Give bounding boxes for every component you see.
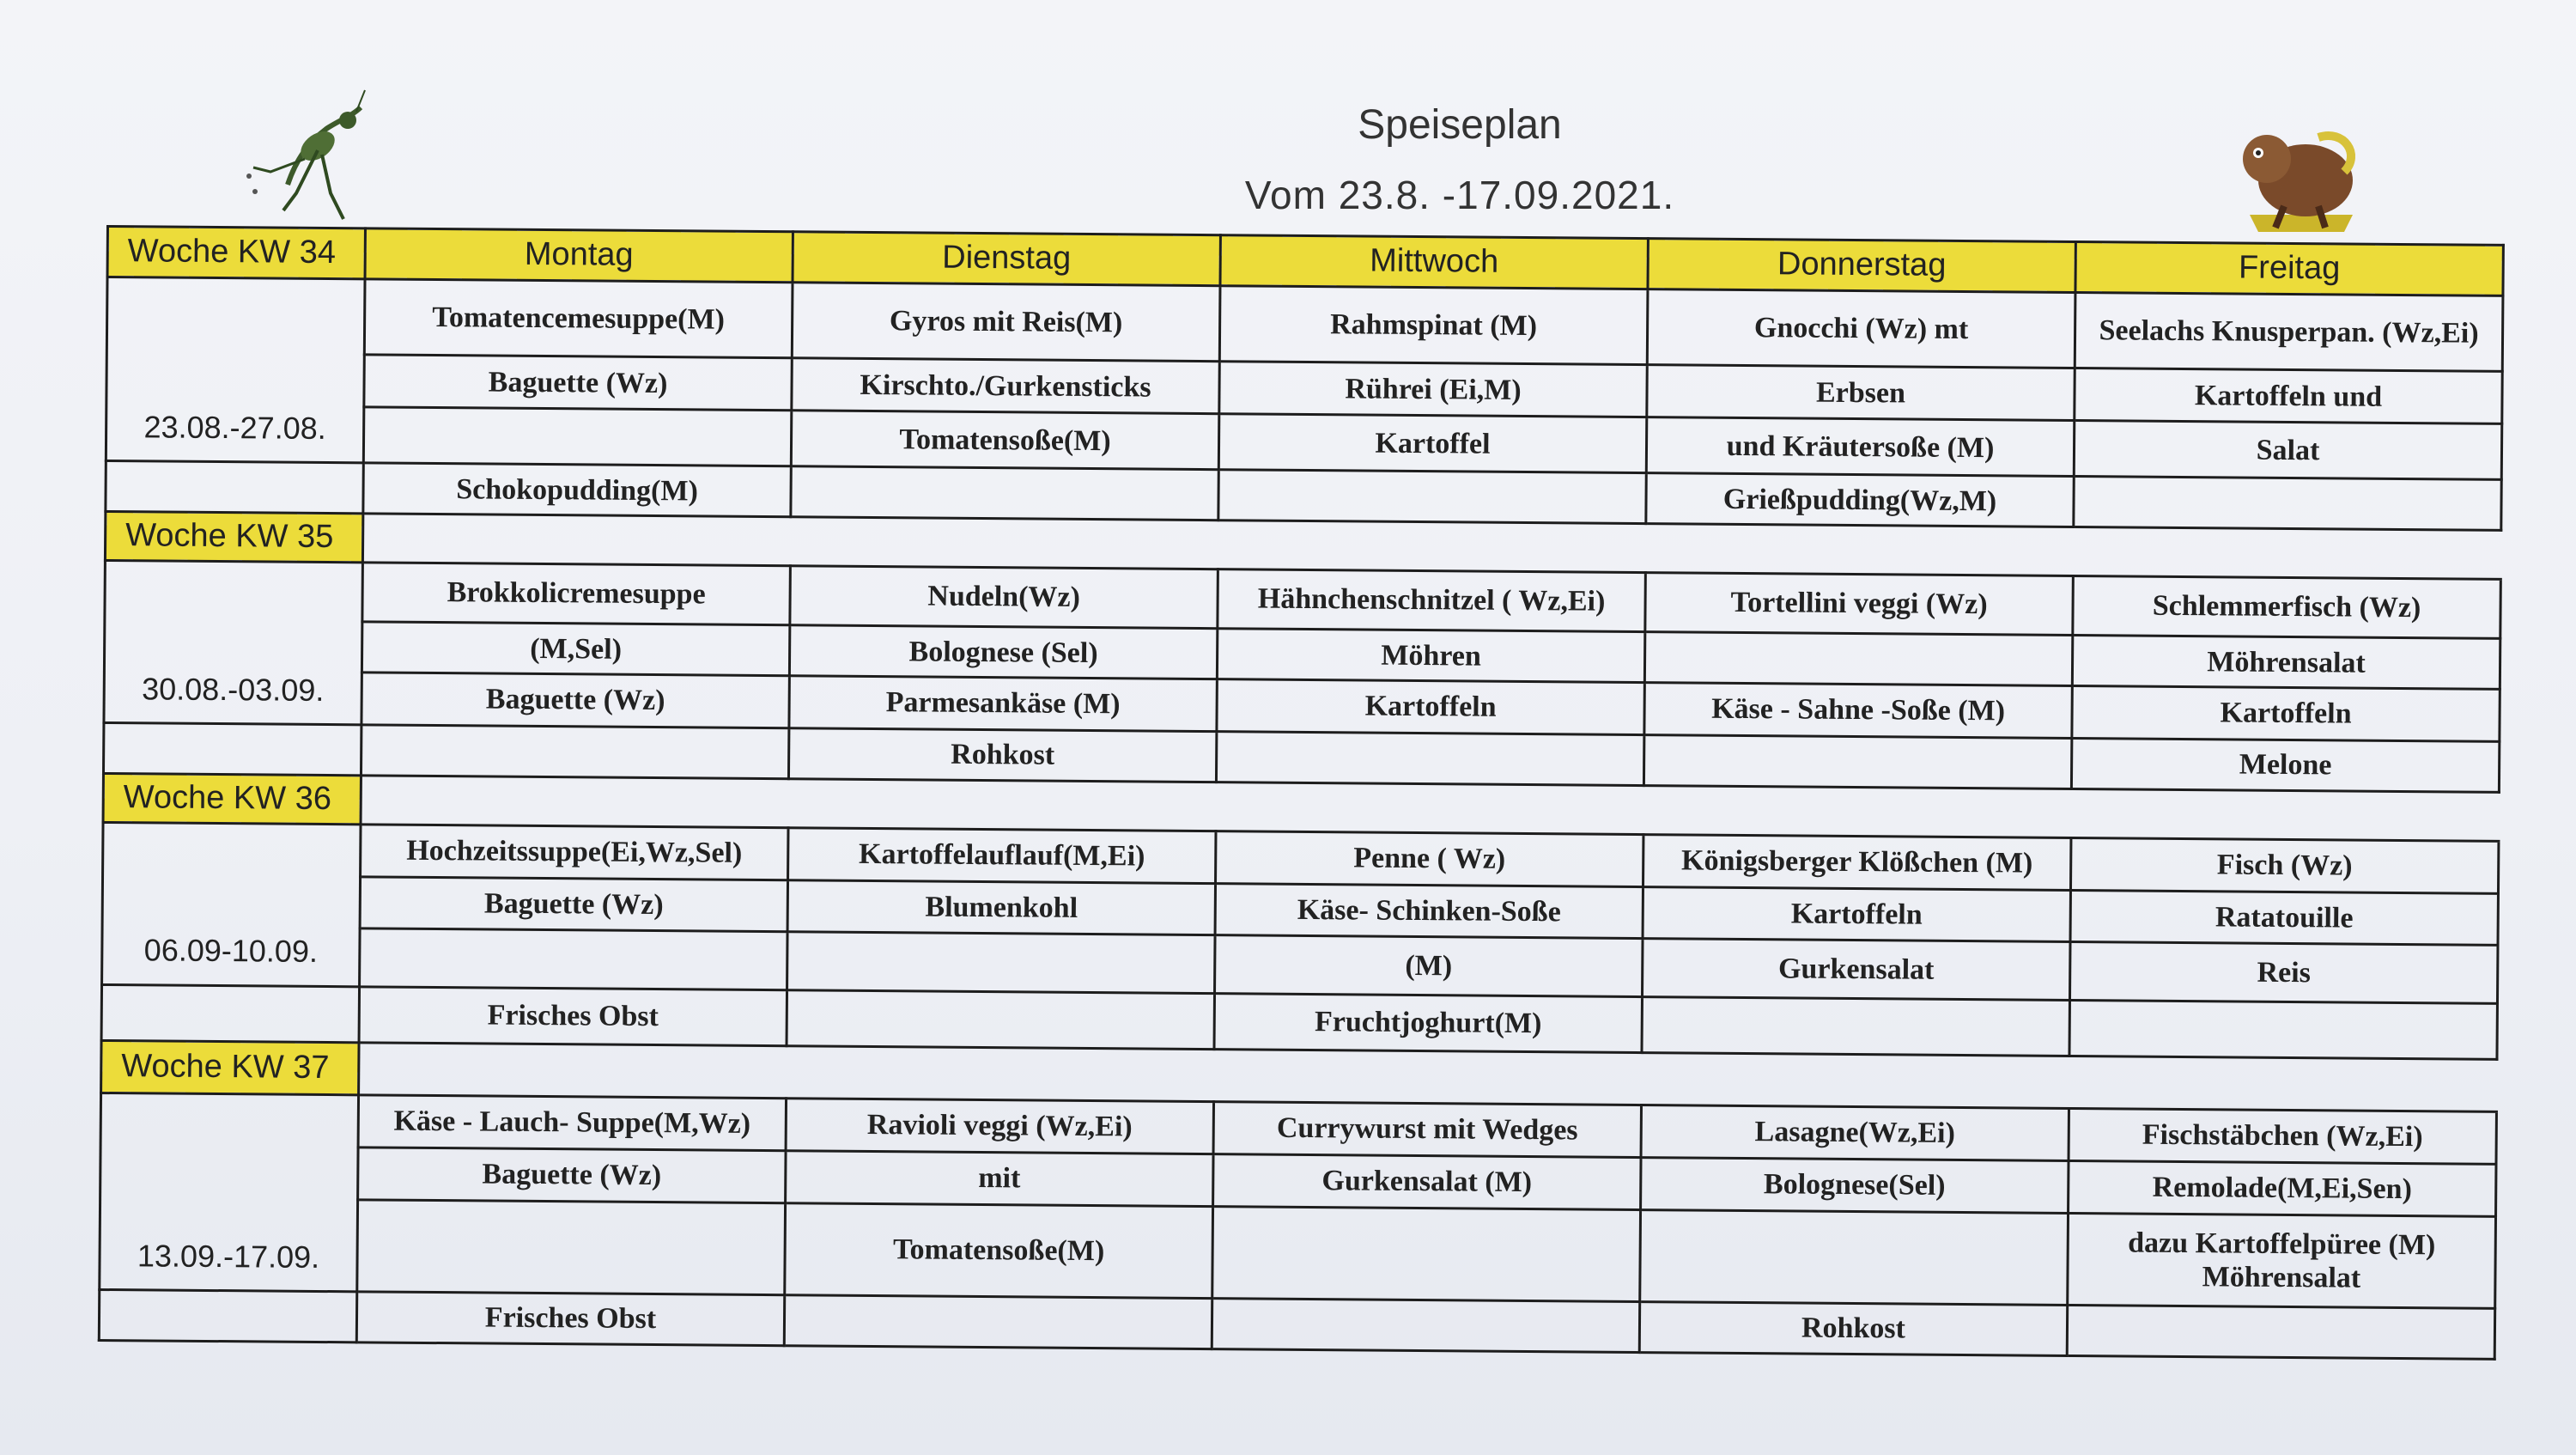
menu-cell: Schlemmerfisch (Wz) [2073,575,2501,638]
week-dates: 13.09.-17.09. [100,1093,359,1291]
menu-cell: Brokkolicremesuppe [362,563,791,625]
menu-cell: Bolognese(Sel) [1641,1157,2069,1213]
week-label: Woche KW 36 [103,773,361,824]
menu-cell: Käse - Sahne -Soße (M) [1644,683,2072,739]
page-title: Speiseplan [1358,102,1562,148]
menu-cell: Reis [2069,942,2498,1003]
menu-cell [1644,632,2072,686]
cartoon-animal-icon [2224,112,2370,240]
menu-cell [1212,1299,1639,1353]
menu-cell: Käse- Schinken-Soße [1215,883,1643,939]
menu-cell: Baguette (Wz) [360,876,787,932]
menu-cell: Tomatensoße(M) [785,1203,1213,1299]
menu-cell [791,466,1218,521]
menu-cell: Kartoffeln [1217,679,1644,735]
menu-cell: Frisches Obst [359,987,787,1046]
day-header-mittwoch: Mittwoch [1220,235,1648,289]
menu-cell: und Kräutersoße (M) [1646,417,2074,477]
menu-cell: Gnocchi (Wz) mt [1647,289,2075,368]
menu-cell: Fisch (Wz) [2070,837,2498,893]
menu-cell: Rührei (Ei,M) [1219,362,1647,417]
menu-cell: Hähnchenschnitzel ( Wz,Ei) [1218,569,1646,632]
menu-cell: Hochzeitssuppe(Ei,Wz,Sel) [361,824,788,880]
menu-cell: Kartoffeln [2072,686,2500,742]
menu-cell [360,928,788,989]
menu-cell [787,932,1216,993]
menu-cell [2067,1305,2494,1359]
menu-cell: Blumenkohl [787,880,1215,935]
menu-cell: Kartoffel [1218,414,1646,473]
menu-cell: Currywurst mit Wedges [1213,1102,1641,1158]
week-dates: 23.08.-27.08. [106,277,365,463]
week-label: Woche KW 35 [105,512,362,563]
menu-cell [2074,477,2501,531]
grasshopper-icon [236,82,374,228]
menu-cell: Baguette (Wz) [364,355,792,411]
empty-cell [106,461,363,514]
menu-cell: Fischstäbchen (Wz,Ei) [2069,1108,2496,1164]
menu-cell [784,1295,1212,1349]
menu-cell: Kartoffelauflauf(M,Ei) [788,827,1216,883]
day-header-montag: Montag [365,228,793,283]
empty-cell [101,984,360,1043]
menu-cell [363,407,791,466]
menu-cell: Gurkensalat [1642,939,2070,1000]
empty-cell [99,1289,356,1342]
menu-cell: Kartoffeln und [2075,368,2502,424]
menu-cell: Rohkost [788,728,1216,782]
date-range: Vom 23.8. -17.09.2021. [1244,173,1675,217]
menu-cell: Kartoffeln [1643,886,2070,942]
menu-cell: dazu Kartoffelpüree (M) Möhrensalat [2068,1213,2496,1308]
menu-cell [1640,1209,2069,1305]
day-header-freitag: Freitag [2075,242,2503,296]
menu-cell: Melone [2071,738,2499,792]
week-label: Woche KW 34 [107,227,365,279]
menu-cell [1643,735,2071,789]
menu-cell: Seelachs Knusperpan. (Wz,Ei) [2075,292,2503,371]
menu-cell: Ratatouille [2070,890,2498,946]
menu-cell: (M,Sel) [361,622,789,676]
menu-cell: Frisches Obst [356,1292,784,1346]
menu-cell: Tortellini veggi (Wz) [1645,572,2074,635]
menu-cell: Gyros mit Reis(M) [792,283,1220,362]
menu-cell: Käse - Lauch- Suppe(M,Wz) [358,1095,786,1151]
menu-cell: Grießpudding(Wz,M) [1646,473,2074,527]
menu-cell: Tomatensoße(M) [791,411,1218,470]
meal-plan-table [98,225,2505,1361]
menu-cell: mit [786,1151,1213,1207]
menu-cell: Königsberger Klößchen (M) [1643,834,2071,890]
menu-cell: (M) [1215,935,1643,996]
menu-cell [1218,470,1646,524]
menu-cell: Möhrensalat [2072,636,2500,690]
menu-cell: Nudeln(Wz) [790,566,1218,629]
menu-cell: Baguette (Wz) [358,1148,786,1203]
menu-cell: Ravioli veggi (Wz,Ei) [786,1099,1213,1154]
menu-cell [2069,1000,2497,1059]
day-header-donnerstag: Donnerstag [1648,239,2075,293]
menu-cell [361,725,788,779]
menu-cell: Erbsen [1647,365,2075,421]
menu-cell: Bolognese (Sel) [789,625,1217,679]
menu-cell: Salat [2074,421,2501,480]
menu-cell [1212,1206,1641,1301]
menu-cell: Penne ( Wz) [1216,831,1643,886]
menu-cell [1216,732,1643,786]
menu-cell: Lasagne(Wz,Ei) [1641,1105,2069,1160]
day-header-dienstag: Dienstag [793,232,1220,286]
menu-cell [787,990,1214,1050]
menu-cell: Rohkost [1639,1302,2067,1356]
menu-cell: Tomatencemesuppe(M) [364,279,793,358]
menu-cell: Parmesankäse (M) [789,676,1217,732]
menu-cell: Kirschto./Gurkensticks [792,358,1219,414]
menu-cell: Rahmspinat (M) [1219,286,1648,365]
week-dates: 06.09-10.09. [102,822,361,987]
menu-cell: Remolade(M,Ei,Sen) [2069,1160,2496,1216]
menu-cell [357,1200,786,1295]
menu-cell: Fruchtjoghurt(M) [1214,993,1642,1052]
week-dates: 30.08.-03.09. [104,560,362,725]
menu-cell: Baguette (Wz) [361,673,789,728]
menu-cell: Schokopudding(M) [363,463,791,517]
empty-cell [103,722,361,775]
menu-cell: Möhren [1217,629,1644,683]
menu-cell [1642,996,2069,1056]
menu-cell: Gurkensalat (M) [1213,1154,1641,1209]
week-label: Woche KW 37 [101,1040,359,1094]
